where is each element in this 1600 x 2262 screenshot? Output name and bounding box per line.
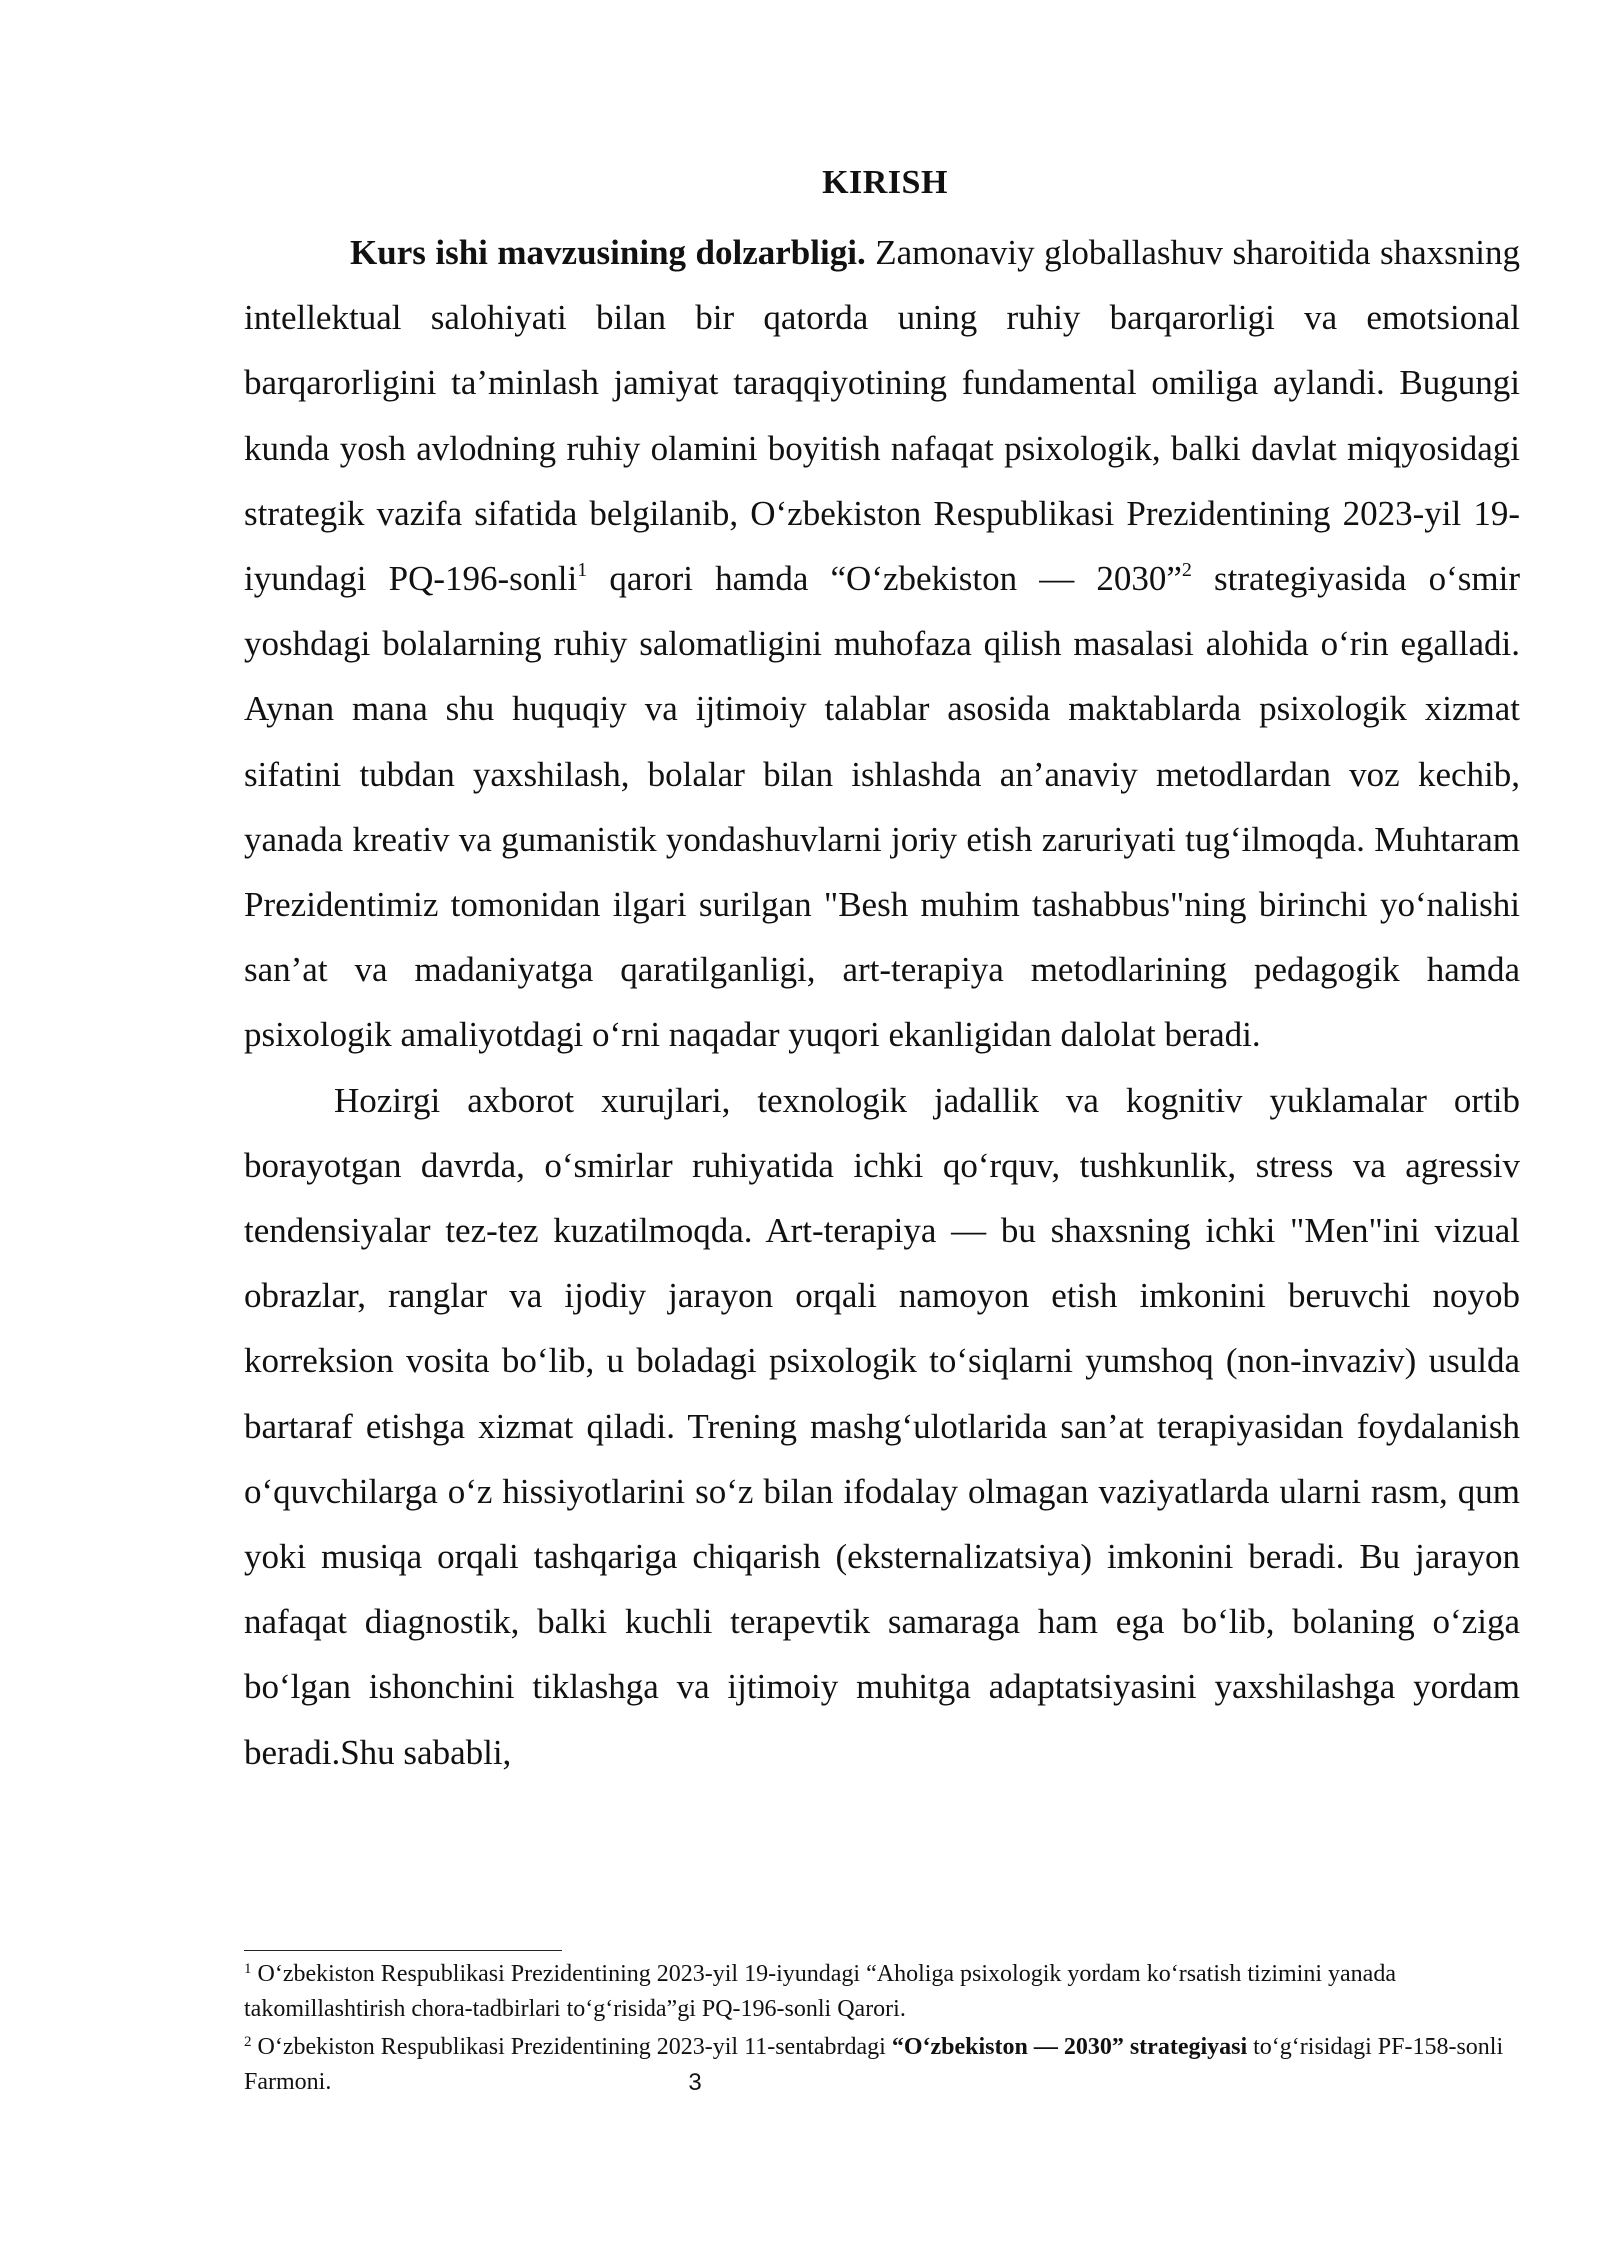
footnote-mark: 1 — [244, 1961, 252, 1977]
footnote-text: O‘zbekiston Respublikasi Prezidentining 2023-yil 11-sentabrdagi — [257, 2034, 892, 2060]
paragraph-text: qarori hamda “O‘zbekiston — 2030” — [587, 559, 1182, 599]
paragraph-text: strategiyasida o‘smir yoshdagi bolalarning ruhiy salomatligini muhofaza qilish masalasi alohida o‘rin egalladi. Aynan mana shu huquqiy va ijtimoiy talablar asosida maktablarda psixologik xizmat sifatini tubdan yaxshilash, bolalar bilan ishlashda an’anaviy metodlardan voz kechib, yanada kreativ va gumanistik yondashuvlarni joriy etish zaruriyati tug‘ilmoqda. Muhtaram Prezidentimiz tomonidan ilgari surilgan "Besh muhim tashabbus"ning birinchi yo‘nalishi san’at va madaniyatga qaratilganligi, art-terapiya metodlarining pedagogik hamda psixologik amaliyotdagi o‘rni naqadar yuqori ekanligidan dalolat beradi. — [244, 559, 1520, 1055]
paragraph-relevance — [244, 220, 1520, 1068]
footnote-text-bold: “O‘zbekiston — 2030” strategiyasi — [891, 2034, 1248, 2060]
page-number: 3 — [688, 2069, 702, 2096]
footnote-1 — [244, 1957, 1520, 2027]
footnote-ref-2[interactable]: 2 — [1181, 559, 1192, 582]
footnote-ref-1[interactable]: 1 — [577, 559, 588, 582]
footnote-mark: 2 — [244, 2034, 252, 2050]
page-title: KIRISH — [822, 164, 948, 201]
footnote-text: O‘zbekiston Respublikasi Prezidentining 2023-yil 19-iyundagi “Aholiga psixologik yordam ko‘rsatish tizimini yanada takomillashtirish chora-tadbirlari to‘g‘risida”gi PQ-196-sonli Qarori. — [244, 1961, 1396, 2022]
footnote-separator — [244, 1950, 562, 1951]
body-text — [244, 220, 1520, 1785]
relevance-lead: Kurs ishi mavzusining dolzarbligi. — [350, 233, 866, 272]
paragraph-art-therapy: Hozirgi axborot xurujlari, texnologik jadallik va kognitiv yuklamalar ortib borayotgan davrda, o‘smirlar ruhiyatida ichki qo‘rquv, tushkunlik, stress va agressiv tendensiyalar tez-tez kuzatilmoqda. Art-terapiya — bu shaxsning ichki "Men"ini vizual obrazlar, ranglar va ijodiy jarayon orqali namoyon etish imkonini beruvchi noyob korreksion vosita bo‘lib, u boladagi psixologik to‘siqlarni yumshoq (non-invaziv) usulda bartaraf etishga xizmat qiladi. Trening mashg‘ulotlarida san’at terapiyasidan foydalanish o‘quvchilarga o‘z hissiyotlarini so‘z bilan ifodalay olmagan vaziyatlarda ularni rasm, qum yoki musiqa orqali tashqariga chiqarish (eksternalizatsiya) imkonini beradi. Bu jarayon nafaqat diagnostik, balki kuchli terapevtik samaraga ham ega bo‘lib, bolaning o‘ziga bo‘lgan ishonchini tiklashga va ijtimoiy muhitga adaptatsiyasini yaxshilashga yordam beradi.Shu sababli, — [244, 1080, 1520, 1772]
paragraph-text: Zamonaviy globallashuv sharoitida shaxsning intellektual salohiyati bilan bir qatorda uning ruhiy barqarorligi va emotsional barqarorligini ta’minlash jamiyat taraqqiyotining fundamental omiliga aylandi. Bugungi kunda yosh avlodning ruhiy olamini boyitish nafaqat psixologik, balki davlat miqyosidagi strategik vazifa sifatida belgilanib, O‘zbekiston Respublikasi Prezidentining 2023-yil 19-iyundagi PQ-196-sonli — [244, 233, 1520, 599]
footnote-text: to‘g‘risidagi PF-158-sonli Farmoni. — [244, 2034, 1504, 2095]
